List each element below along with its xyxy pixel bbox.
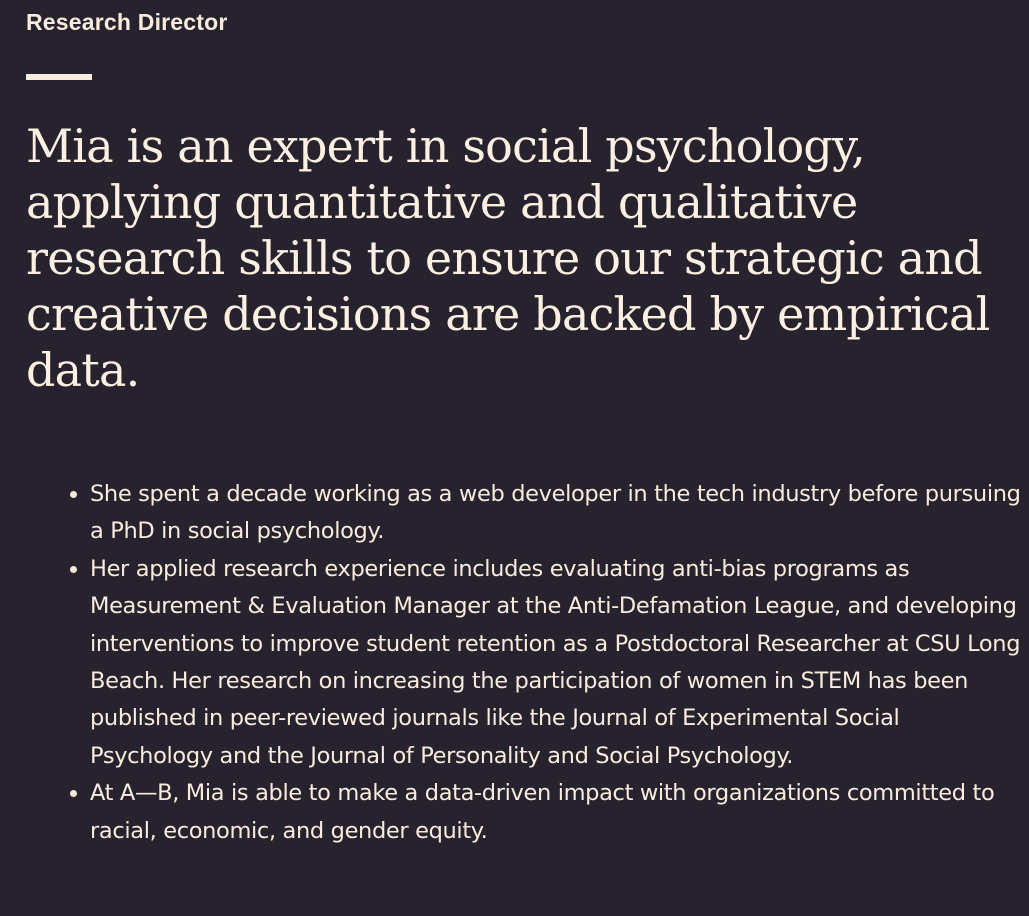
bio-headline: Mia is an expert in social psychology, applying quantitative and qualitative research skills to ensure our strategic and creative decisions are backed by empirical data. xyxy=(26,119,990,397)
bio-bullet-impact: • At A—B, Mia is able to make a data-driven impact with organizations committed to racial, economic, and gender equity. xyxy=(90,775,1023,850)
bio-bullet-research: • Her applied research experience includes evaluating anti-bias programs as Measurement & Evaluation Manager at the Anti-Defamation League, and developing interventions to improve student retention as a Postdoctoral Researcher at CSU Long Beach. Her research on increasing the participation of women in STEM has been published in peer-reviewed journals like the Journal of Experimental Social Psychology and the Journal of Personality and Social Psychology. xyxy=(90,551,1023,775)
role-title: Research Director xyxy=(26,9,228,35)
accent-divider xyxy=(26,74,92,80)
bio-bullet-list xyxy=(48,476,1023,850)
bio-bullet-career: • She spent a decade working as a web developer in the tech industry before pursuing a PhD in social psychology. xyxy=(90,476,1023,551)
